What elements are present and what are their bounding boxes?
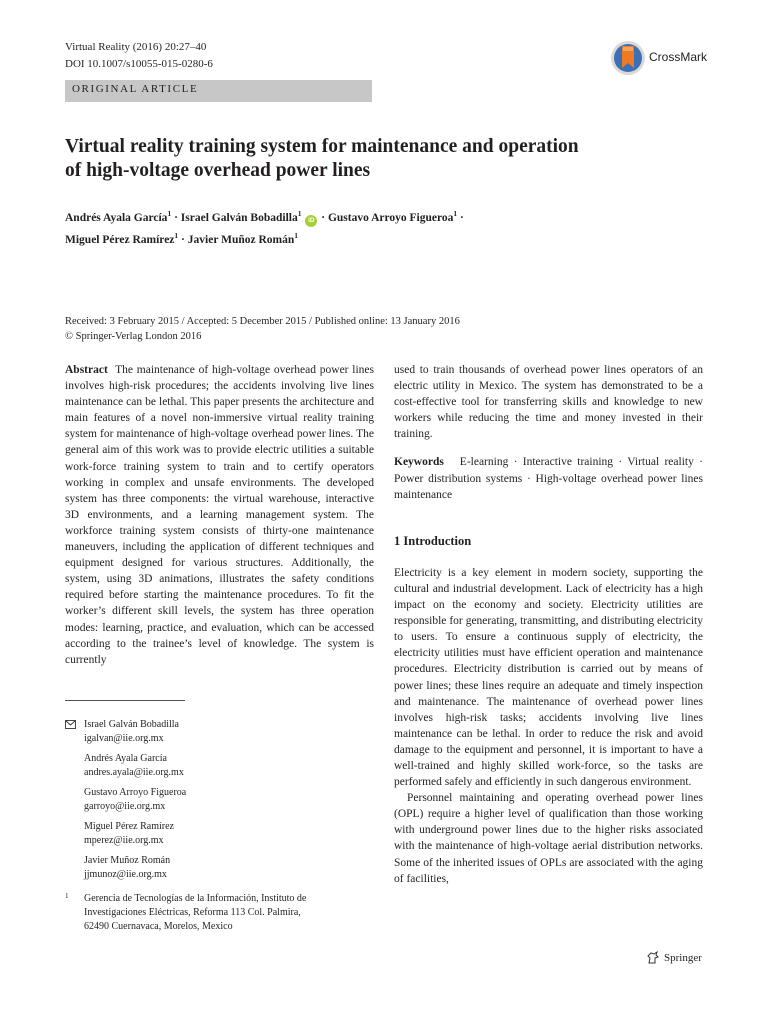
author-separator: ·	[321, 211, 326, 224]
orcid-icon[interactable]: iD	[305, 215, 317, 227]
abstract-heading: Abstract	[65, 364, 108, 376]
publisher-name: Springer	[664, 952, 702, 964]
author-name: Miguel Pérez Ramírez	[65, 233, 175, 246]
footnote-divider	[65, 700, 185, 701]
author-affil-sup: 1	[167, 209, 172, 218]
contact-entry	[65, 820, 385, 848]
contact-email[interactable]: jjmunoz@iie.org.mx	[84, 869, 167, 880]
abstract-paragraph	[65, 362, 374, 668]
author-separator: ·	[181, 233, 185, 246]
intro-paragraph-2: Personnel maintaining and operating overhead power lines (OPL) require a higher level of qualification than those working with underground power lines due to the higher risks associated with the maintenance of high-voltage aerial distribution networks. Some of the inherited issues of OPLs are associated with the aging of facilities,	[394, 792, 703, 885]
affiliation-line: Gerencia de Tecnologías de la Información, Instituto de	[84, 893, 307, 904]
contact-email[interactable]: igalvan@iie.org.mx	[84, 733, 164, 744]
affiliation	[65, 892, 385, 934]
keywords-heading: Keywords	[394, 456, 444, 469]
title-line-2: of high-voltage overhead power lines	[65, 160, 371, 181]
contact-name: Javier Muñoz Román	[84, 855, 171, 866]
contact-name: Gustavo Arroyo Figueroa	[84, 787, 187, 798]
right-column	[394, 362, 703, 887]
intro-paragraph-1: Electricity is a key element in modern society, supporting the cultural and industrial development. Lack of electricity has a high impact on the economy and society. Electricity utilities are responsible for generating, transmitting, and distributing electricity to users. To ensure a continuous supply of electricity, the electricity utilities must have efficient operation and maintenance procedures. Electricity distribution is carried out by means of power lines; these lines require an adequate and timely inspection and maintenance. The maintenance of overhead power lines involves high-risk tasks; accidents involving live lines maintenance can be lethal. In order to reduce the risk and avoid damage to the equipment and personnel, it is important to have a well-trained and highly skilled work-force, so the tasks are performed safely and efficiently in such dangerous environment.	[394, 566, 703, 789]
title-line-1: Virtual reality training system for maintenance and operation	[65, 136, 579, 157]
author-affil-sup: 1	[297, 209, 302, 218]
abstract-text: The maintenance of high-voltage overhead power lines involves high-risk procedures; the accidents involving live lines maintenance can be lethal. This paper presents the architecture and main features of a novel non-immersive virtual reality training system for maintenance of high-voltage overhead power lines. The general aim of this work was to provide electric utilities a suitable work-force training system to train and to certify operators working in complex and unsafe environments. The developed system has three components: the virtual warehouse, interactive 3D environments, and a learning management system. The workforce training system consists of thirty-one maintenance maneuvers, including the application of different techniques and equipment designed for various structures. Additionally, the system, using 3D animations, illustrates the safety conditions required before starting the maintenance procedures. To fit the worker’s different skill levels, the system has three operation modes: learning, practice, and evaluation, which can be accessed according to the trainee’s level of knowledge. The system is currently	[65, 364, 374, 666]
publisher-footer	[646, 951, 702, 965]
author-separator: ·	[460, 211, 464, 224]
affiliation-line: Investigaciones Eléctricas, Reforma 113 Col. Palmira,	[84, 907, 301, 918]
author-name: Gustavo Arroyo Figueroa	[327, 211, 454, 224]
envelope-icon	[65, 719, 76, 730]
contact-list	[65, 718, 385, 934]
author-affil-sup: 1	[174, 230, 179, 240]
affiliation-line: 62490 Cuernavaca, Morelos, Mexico	[84, 921, 233, 932]
article-type: ORIGINAL ARTICLE	[72, 83, 199, 95]
contact-email[interactable]: andres.ayala@iie.org.mx	[84, 767, 184, 778]
contact-name: Miguel Pérez Ramírez	[84, 821, 174, 832]
author-line-2	[65, 227, 725, 249]
paper-title	[65, 135, 685, 183]
article-type-band	[65, 80, 372, 102]
author-affil-sup: 1	[294, 230, 298, 240]
contact-entry	[65, 786, 385, 814]
contact-name: Andrés Ayala García	[84, 753, 167, 764]
contact-email[interactable]: garroyo@iie.org.mx	[84, 801, 166, 812]
abstract-continuation: used to train thousands of overhead power lines operators of an electric utility in Mexico. The system has demonstrated to be a cost-effective tool for transferring skills and knowledge to new workers while reducing the time and money invested in their training.	[394, 364, 703, 441]
keywords-paragraph	[394, 454, 703, 502]
springer-horse-icon	[646, 951, 660, 965]
publication-dates	[65, 315, 725, 344]
keywords-text: E-learning · Interactive training · Virtual reality · Power distribution systems · High-voltage overhead power lines maintenance	[394, 456, 703, 501]
contact-entry	[65, 854, 385, 882]
copyright-line: © Springer-Verlag London 2016	[65, 330, 202, 342]
author-separator: ·	[174, 211, 178, 224]
author-name: Israel Galván Bobadilla	[180, 211, 298, 224]
journal-info	[65, 39, 213, 73]
contact-entry	[65, 718, 385, 746]
journal-citation: Virtual Reality (2016) 20:27–40	[65, 41, 207, 53]
author-list	[65, 205, 725, 249]
contact-email[interactable]: mperez@iie.org.mx	[84, 835, 164, 846]
dates-line: Received: 3 February 2015 / Accepted: 5 December 2015 / Published online: 13 January 2016	[65, 316, 460, 327]
section-heading-introduction: 1 Introduction	[394, 533, 472, 548]
crossmark-badge[interactable]	[609, 38, 719, 78]
author-name: Javier Muñoz Román	[187, 233, 295, 246]
contact-name: Israel Galván Bobadilla	[84, 719, 179, 730]
crossmark-icon	[609, 38, 647, 78]
doi: DOI 10.1007/s10055-015-0280-6	[65, 58, 213, 70]
crossmark-label: CrossMark	[649, 50, 708, 64]
author-name: Andrés Ayala García	[65, 211, 168, 224]
contact-entry	[65, 752, 385, 780]
left-column	[65, 362, 374, 668]
author-line-1	[65, 205, 725, 227]
affiliation-mark: 1	[65, 892, 69, 900]
author-affil-sup: 1	[453, 209, 458, 218]
